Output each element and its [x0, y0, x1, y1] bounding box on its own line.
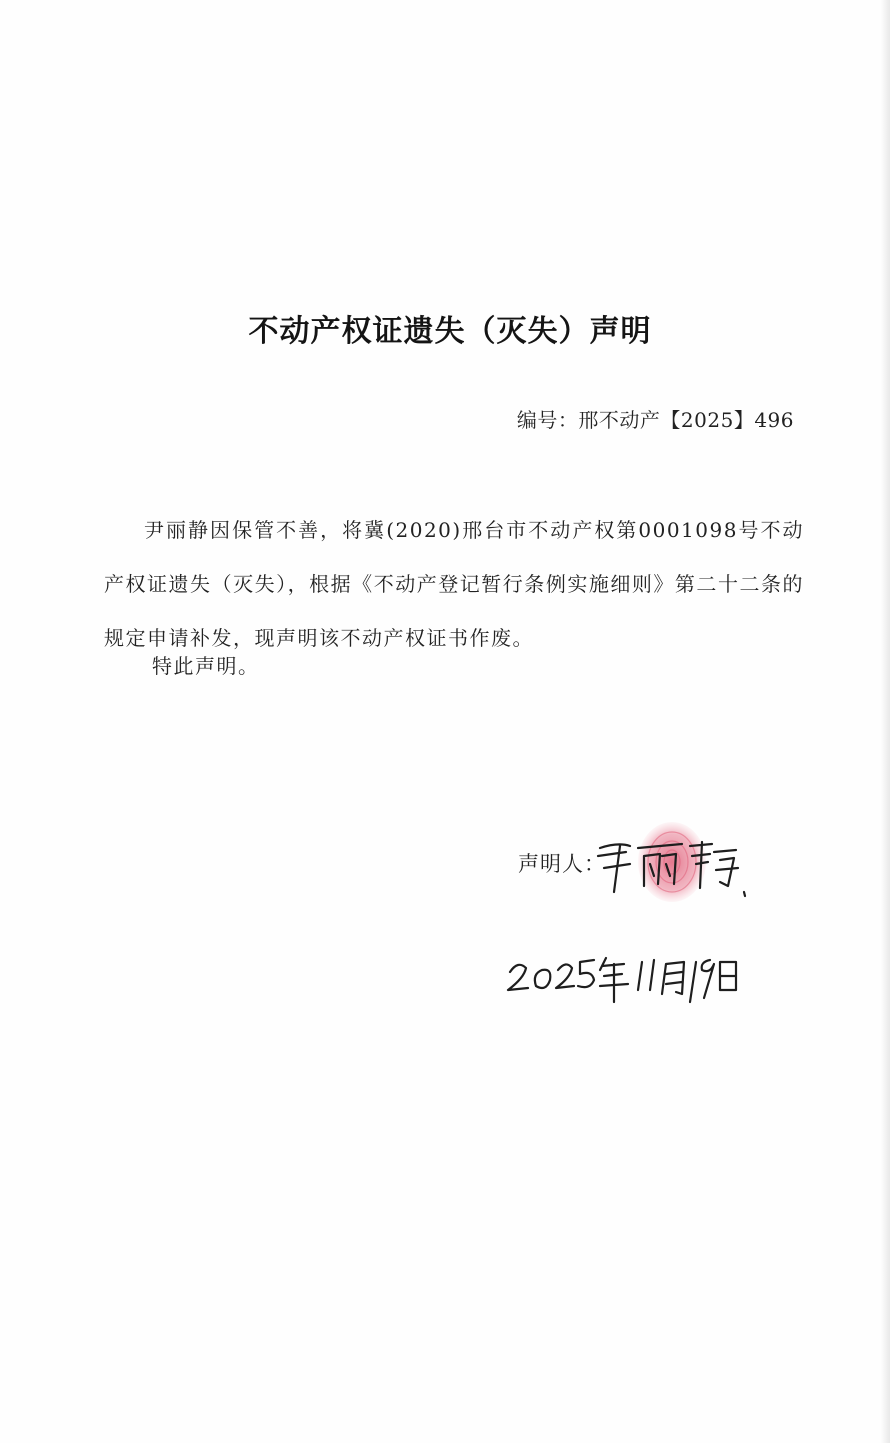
- document-title: 不动产权证遗失（灭失）声明: [248, 314, 652, 349]
- statement-body: [104, 503, 804, 665]
- handwritten-date: [500, 940, 740, 1020]
- statement-paragraph: 尹丽静因保管不善，将冀(2020)邢台市不动产权第0001098号不动产权证遗失（灭失），根据《不动产登记暂行条例实施细则》第二十二条的规定申请补发，现声明该不动产权证书作废。: [104, 518, 804, 650]
- scan-edge-shadow: [880, 0, 890, 1443]
- document-number: 编号：邢不动产【2025】496: [516, 408, 794, 432]
- declarant-label: 声明人：: [518, 852, 606, 876]
- closing-phrase: 特此声明。: [152, 654, 260, 678]
- handwritten-signature: [590, 812, 760, 922]
